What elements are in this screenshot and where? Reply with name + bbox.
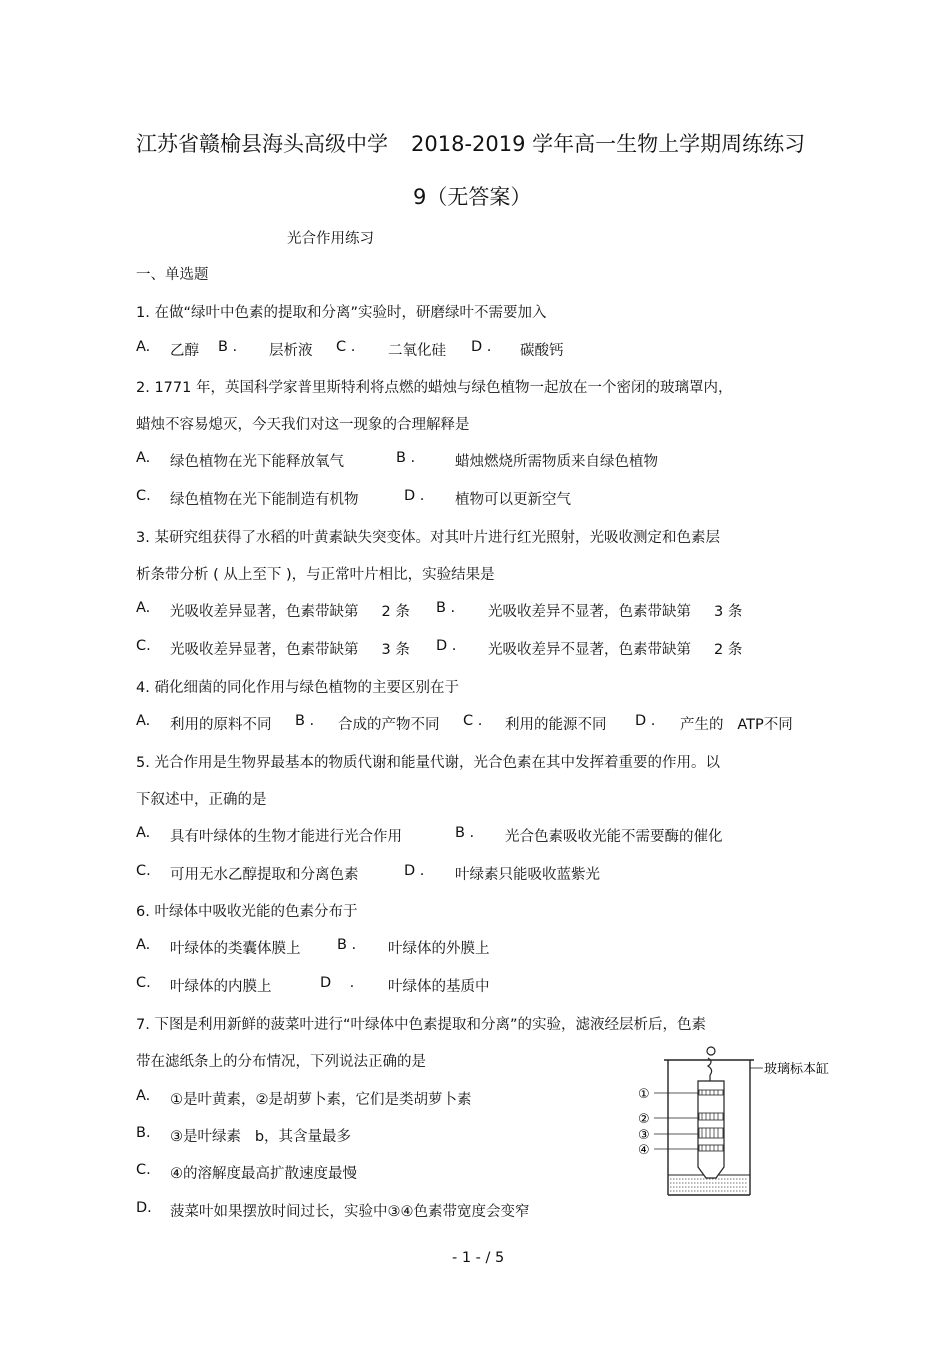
q1-option-c: 二氧化硅	[388, 343, 446, 359]
q5-option-a: 具有叶绿体的生物才能进行光合作用	[170, 829, 402, 845]
q3-option-a-label: A.	[136, 600, 151, 616]
q6-option-b-label: B .	[337, 937, 357, 953]
q3-option-c: 光吸收差异显著，色素带缺第 3 条	[170, 642, 410, 658]
q6-option-c-label: C.	[136, 975, 151, 991]
pigment-band-2	[699, 1113, 723, 1120]
title-line-2: 9（无答案）	[413, 185, 532, 209]
q1-stem: 1. 在做“绿叶中色素的提取和分离”实验时，研磨绿叶不需要加入	[136, 305, 547, 321]
q7-option-b-label: B.	[136, 1125, 151, 1141]
q3-option-d-label: D .	[436, 638, 457, 654]
q6-option-a: 叶绿体的类囊体膜上	[170, 941, 301, 957]
q2-option-a: 绿色植物在光下能释放氧气	[170, 454, 344, 470]
band-label-2: ②	[638, 1112, 650, 1127]
q3-option-c-label: C.	[136, 638, 151, 654]
q5-option-c: 可用无水乙醇提取和分离色素	[170, 867, 359, 883]
q2-option-b: 蜡烛燃烧所需物质来自绿色植物	[455, 454, 658, 470]
q4-option-b-label: B .	[295, 713, 315, 729]
q7-stem-line-2: 带在滤纸条上的分布情况，下列说法正确的是	[136, 1054, 426, 1070]
chromatography-jar-figure	[630, 1045, 845, 1200]
q5-option-c-label: C.	[136, 863, 151, 879]
q1-option-a-label: A.	[136, 339, 151, 355]
q5-option-d-label: D .	[404, 863, 425, 879]
band-label-3: ③	[638, 1128, 650, 1143]
hook-icon	[707, 1047, 715, 1081]
q5-stem-line-2: 下叙述中，正确的是	[136, 792, 267, 808]
subtitle: 光合作用练习	[287, 231, 374, 247]
pigment-band-3	[699, 1128, 723, 1138]
q7-option-c: ④的溶解度最高扩散速度最慢	[170, 1166, 357, 1182]
pigment-band-4	[699, 1145, 723, 1151]
q1-option-b: 层析液	[269, 343, 313, 359]
q5-option-d: 叶绿素只能吸收蓝紫光	[455, 867, 600, 883]
band-label-1: ①	[638, 1087, 650, 1102]
q3-stem-line-1: 3. 某研究组获得了水稻的叶黄素缺失突变体。对其叶片进行红光照射，光吸收测定和色素层	[136, 530, 720, 546]
q2-option-a-label: A.	[136, 450, 151, 466]
q2-option-d: 植物可以更新空气	[455, 492, 571, 508]
q4-option-a-label: A.	[136, 713, 151, 729]
q4-stem: 4. 硝化细菌的同化作用与绿色植物的主要区别在于	[136, 680, 459, 696]
q7-option-c-label: C.	[136, 1162, 151, 1178]
q2-option-b-label: B .	[396, 450, 416, 466]
band-label-4: ④	[638, 1143, 650, 1158]
q6-option-d: 叶绿体的基质中	[388, 979, 490, 995]
q2-option-d-label: D .	[404, 488, 425, 504]
q2-option-c-label: C.	[136, 488, 151, 504]
q3-option-a: 光吸收差异显著，色素带缺第 2 条	[170, 604, 410, 620]
q4-option-d-label: D .	[635, 713, 656, 729]
q7-option-d-label: D.	[136, 1200, 152, 1216]
q6-option-c: 叶绿体的内膜上	[170, 979, 272, 995]
q2-stem-line-1: 2. 1771 年，英国科学家普里斯特利将点燃的蜡烛与绿色植物一起放在一个密闭的玻璃罩内，	[136, 380, 733, 396]
q3-option-b-label: B .	[436, 600, 456, 616]
q4-option-c: 利用的能源不同	[505, 717, 607, 733]
q5-option-b: 光合色素吸收光能不需要酶的催化	[505, 829, 723, 845]
q1-option-b-label: B .	[218, 339, 238, 355]
q1-option-a: 乙醇	[170, 343, 199, 359]
q7-option-d: 菠菜叶如果摆放时间过长，实验中③④色素带宽度会变窄	[170, 1204, 530, 1220]
q6-stem: 6. 叶绿体中吸收光能的色素分布于	[136, 904, 358, 920]
q1-option-d: 碳酸钙	[520, 343, 564, 359]
q1-option-d-label: D .	[471, 339, 492, 355]
q6-option-a-label: A.	[136, 937, 151, 953]
title-part-2: 2018-2019 学年高一生物上学期周练练习	[411, 132, 806, 156]
q3-stem-line-2: 析条带分析 ( 从上至下 )，与正常叶片相比，实验结果是	[136, 567, 495, 583]
q1-option-c-label: C .	[336, 339, 356, 355]
q6-option-b: 叶绿体的外膜上	[388, 941, 490, 957]
q5-option-b-label: B .	[455, 825, 475, 841]
q5-option-a-label: A.	[136, 825, 151, 841]
q4-option-a: 利用的原料不同	[170, 717, 272, 733]
jar-label: 玻璃标本缸	[764, 1062, 830, 1077]
q7-option-a-label: A.	[136, 1088, 151, 1104]
page-number: - 1 - / 5	[452, 1250, 505, 1266]
q4-option-b: 合成的产物不同	[338, 717, 440, 733]
q2-option-c: 绿色植物在光下能制造有机物	[170, 492, 359, 508]
section-heading: 一、单选题	[136, 267, 209, 283]
title-part-1: 江苏省赣榆县海头高级中学	[136, 132, 388, 156]
q4-option-d: 产生的 ATP不同	[680, 717, 793, 733]
q7-stem-line-1: 7. 下图是利用新鲜的菠菜叶进行“叶绿体中色素提取和分离”的实验，滤液经层析后，色素	[136, 1017, 706, 1033]
q2-stem-line-2: 蜡烛不容易熄灭，今天我们对这一现象的合理解释是	[136, 417, 470, 433]
pigment-band-1	[699, 1090, 723, 1095]
q3-option-d: 光吸收差异不显著，色素带缺第 2 条	[488, 642, 743, 658]
q4-option-c-label: C .	[463, 713, 483, 729]
q7-option-b: ③是叶绿素 b，其含量最多	[170, 1129, 352, 1145]
q6-option-d-label: D .	[320, 975, 355, 991]
q5-stem-line-1: 5. 光合作用是生物界最基本的物质代谢和能量代谢，光合色素在其中发挥着重要的作用。以	[136, 755, 720, 771]
q3-option-b: 光吸收差异不显著，色素带缺第 3 条	[488, 604, 743, 620]
q7-option-a: ①是叶黄素，②是胡萝卜素，它们是类胡萝卜素	[170, 1092, 472, 1108]
